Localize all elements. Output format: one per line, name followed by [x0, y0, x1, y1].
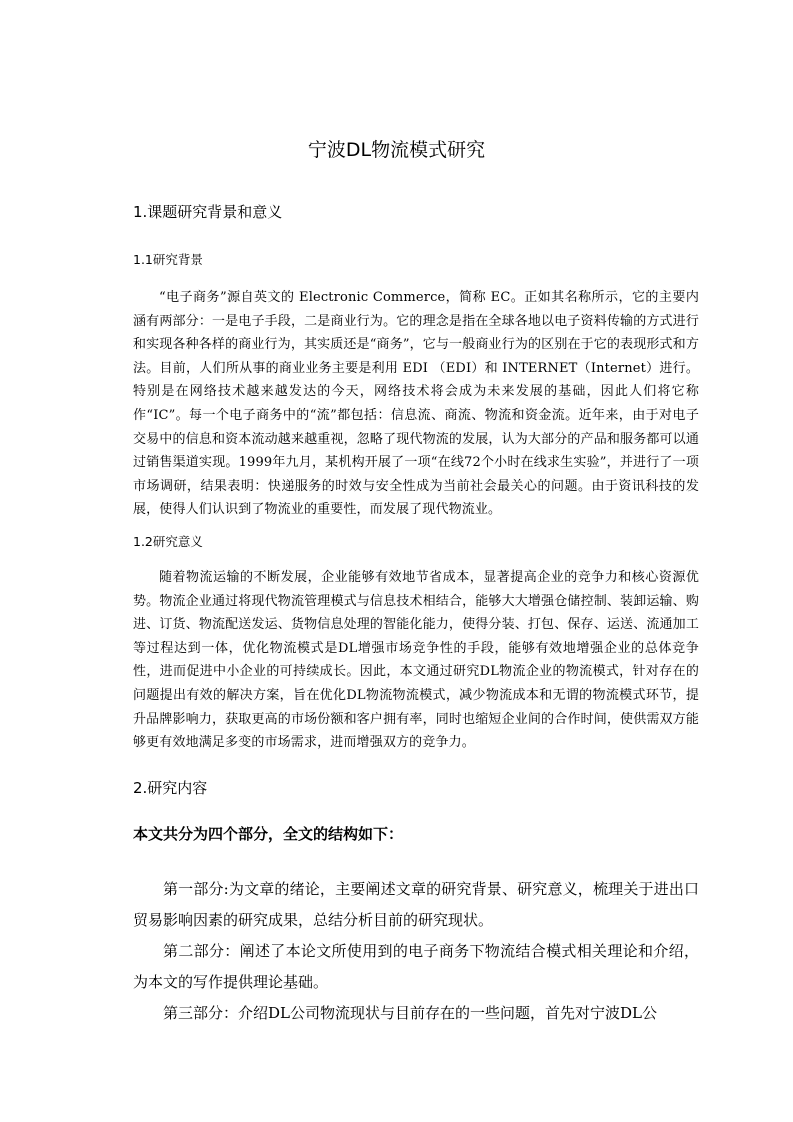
- part-one-paragraph: 第一部分:为文章的绪论，主要阐述文章的研究背景、研究意义，梳理关于进出口贸易影响因素的研究成果，总结分析目前的研究现状。: [133, 880, 699, 929]
- section-1-2-heading: 1.2研究意义: [133, 534, 203, 549]
- structure-lead: 本文共分为四个部分，全文的结构如下：: [133, 825, 404, 843]
- background-paragraph: “电子商务”源自英文的 Electronic Commerce，简称 EC。正如其名称所示，它的主要内涵有两部分：一是电子手段，二是商业行为。它的理念是指在全球各地以电子资料传输的方式进行和实现各种各样的商业行为，其实质还是“商务”，它与一般商业行为的区别在于它的表现形式和方法。目前，人们所从事的商业业务主要是利用 EDI （EDI）和 INTERNET（Internet）进行。特别是在网络技术越来越发达的今天，网络技术将会成为未来发展的基础，因此人们将它称作“IC”。每一个电子商务中的“流”都包括：信息流、商流、物流和资金流。近年来，由于对电子交易中的信息和资本流动越来越重视，忽略了现代物流的发展，认为大部分的产品和服务都可以通过销售渠道实现。1999年九月，某机构开展了一项“在线72个小时在线求生实验”，并进行了一项市场调研，结果表明：快递服务的时效与安全性成为当前社会最关心的问题。由于资讯科技的发展，使得人们认识到了物流业的重要性，而发展了现代物流业。: [133, 290, 699, 518]
- part-three-paragraph: 第三部分：介绍DL公司物流现状与目前存在的一些问题，首先对宁波DL公: [163, 1004, 657, 1022]
- section-2-heading: 2.研究内容: [133, 779, 208, 797]
- significance-paragraph: 随着物流运输的不断发展，企业能够有效地节省成本，显著提高企业的竞争力和核心资源优势。物流企业通过将现代物流管理模式与信息技术相结合，能够大大增强仓储控制、装卸运输、购进、订货、物流配送发运、货物信息处理的智能化能力，使得分装、打包、保存、运送、流通加工等过程达到一体，优化物流模式是DL增强市场竞争性的手段，能够有效地增强企业的总体竞争性，进而促进中小企业的可持续成长。因此，本文通过研究DL物流企业的物流模式，针对存在的问题提出有效的解决方案，旨在优化DL物流物流模式，减少物流成本和无谓的物流模式环节，提升品牌影响力，获取更高的市场份额和客户拥有率，同时也缩短企业间的合作时间，使供需双方能够更有效地满足多变的市场需求，进而增强双方的竞争力。: [133, 570, 699, 751]
- section-1-heading: 1.课题研究背景和意义: [133, 203, 283, 221]
- part-two-paragraph: 第二部分：阐述了本论文所使用到的电子商务下物流结合模式相关理论和介绍，为本文的写作提供理论基础。: [133, 942, 699, 991]
- section-1-1-heading: 1.1研究背景: [133, 252, 203, 267]
- document-title: 宁波DL物流模式研究: [307, 139, 486, 161]
